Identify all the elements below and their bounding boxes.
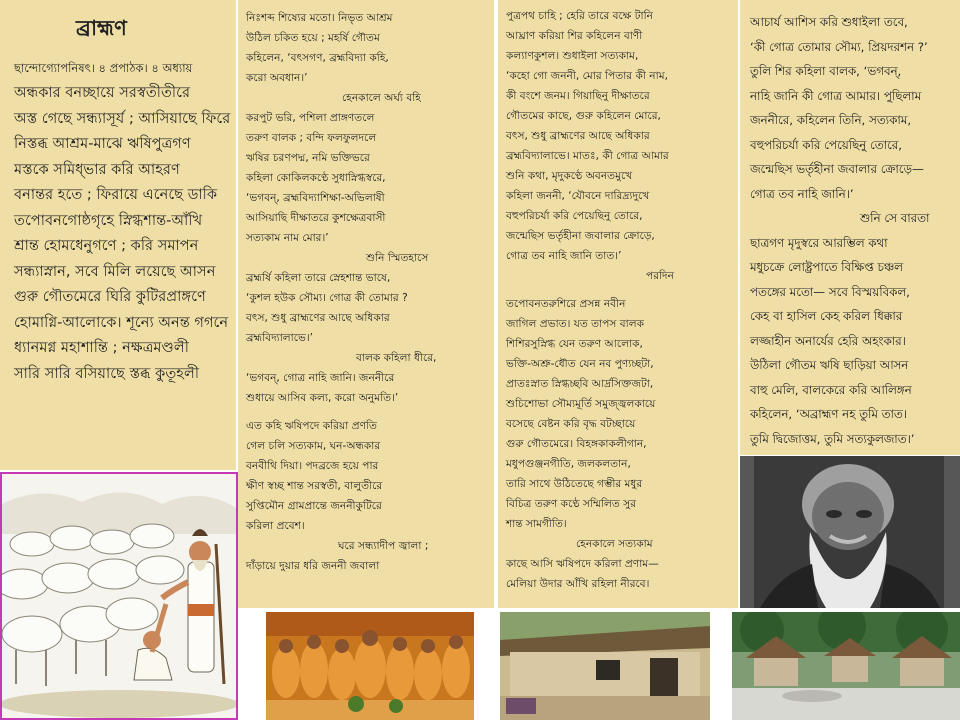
poem-line: এত কহি ঋষিপদে করিয়া প্রণতি [246, 420, 378, 432]
poem-line: হেনকালে অর্ঘ্য বহি [342, 92, 421, 104]
poem-line: ‘কহো গো জননী, মোর পিতার কী নাম, [506, 70, 668, 82]
poem-line: হেনকালে সত্যকাম [576, 538, 653, 550]
poem-line: তপোবনগোষ্ঠগৃহে স্নিগ্ধশান্ত-আঁখি [14, 211, 203, 229]
poem-line: করো অবধান।’ [246, 72, 308, 84]
mud-hut-photo [500, 612, 710, 720]
poem-line: জননীরে, কহিলেন তিনি, সত্যকাম, [750, 113, 912, 127]
sage-and-boy-illustration [0, 472, 238, 720]
poem-line: তুলি শির কহিলা বালক, ‘ভগবন্‌, [750, 64, 902, 78]
poem-line: শুচিশোভা সৌম্যমূর্তি সমুজ্জ্বলকায়ে [506, 398, 656, 410]
poem-line: বনবীথি দিয়া। পদব্রজে হয়ে পার [246, 460, 379, 472]
poem-line: মেলিয়া উদার আঁখি রহিলা নীরবে। [506, 578, 650, 590]
poem-line: পরদিন [646, 270, 674, 282]
poem-line: মধুচক্রে লোষ্ট্রপাতে বিক্ষিপ্ত চঞ্চল [750, 260, 903, 274]
poem-line: ব্রহ্মবিদ্যালাভে। মাতঃ, কী গোত্র আমার [506, 150, 669, 162]
poem-line: বহুপরিচর্যা করি পেয়েছিনু তোরে, [750, 137, 903, 152]
poem-line: ‘ভগবন্‌, ব্রহ্মবিদ্যাশিক্ষা-অভিলাষী [246, 192, 385, 204]
poem-line: ব্রহ্মর্ষি কহিলা তারে স্নেহশান্ত ভাষে, [246, 272, 391, 284]
poem-line: কহিলেন, ‘অব্রাহ্মণ নহ তুমি তাত। [750, 407, 908, 421]
poem-line: অস্ত গেছে সন্ধ্যাসূর্য ; আসিয়াছে ফিরে [14, 109, 231, 127]
poem-line: নাহি জানি কী গোত্র আমার। পুছিলাম [750, 88, 922, 103]
saffron-students-photo [266, 612, 474, 720]
poem-line: পুত্রপথ চাহি ; হেরি তারে বক্ষে টানি [506, 10, 653, 22]
poem-line: তপোবনতরুশিরে প্রসন্ন নবীন [506, 298, 626, 310]
poem-line: শুনি কথা, মৃদুকণ্ঠে অবনতমুখে [506, 170, 633, 182]
poem-line: নিস্তব্ধ আশ্রম-মাঝে ঋষিপুত্রগণ [14, 135, 191, 152]
poem-line: নিঃশব্দ শিষ্যের মতো। নিভৃত আশ্রম [246, 12, 393, 24]
poem-column-3 [498, 0, 738, 608]
poem-line: গেল চলি সত্যকাম, ঘন-অন্ধকার [246, 440, 381, 452]
poem-line: গুরু গৌতমেরে ঘিরি কুটিরপ্রাঙ্গণে [14, 288, 206, 305]
poem-line: গুরু গৌতমেরে। বিহঙ্গকাকলীগান, [506, 438, 647, 450]
poem-line: বৎস, শুধু ব্রাহ্মণের আছে অধিকার [246, 312, 390, 324]
poem-line: আসিয়াছি দীক্ষাতরে কুশক্ষেত্রবাসী [246, 212, 386, 224]
poem-line: উঠিলা গৌতম ঋষি ছাড়িয়া আসন [750, 358, 909, 372]
poem-line: ছাত্রগণ মৃদুস্বরে আরম্ভিল কথা [750, 235, 888, 250]
poem-line: কাছে আসি ঋষিপদে করিলা প্রণাম— [506, 558, 659, 570]
poem-line: শান্ত সামগীতি। [506, 518, 567, 530]
poem-line: গোত্র তব নাহি জানি।’ [750, 186, 854, 201]
poem-line: তারি সাথে উঠিতেছে গম্ভীর মধুর [506, 478, 643, 490]
poem-line: সুপ্তিমৌন গ্রামপ্রান্তে জননীকুটিরে [246, 500, 382, 512]
poem-source-subtitle: ছান্দোগ্যোপনিষৎ। ৪ প্রপাঠক। ৪ অধ্যায় [14, 61, 193, 75]
poem-line: বহুপরিচর্যা করি পেয়েছিনু তোরে, [506, 210, 643, 222]
poem-line: বৎস, শুধু ব্রাহ্মণের আছে অধিকার [506, 130, 650, 142]
poem-line: ঋষির চরণপদ্ম, নমি ভক্তিভরে [246, 152, 370, 164]
poem-line: ‘কুশল হউক সৌম্য। গোত্র কী তোমার ? [246, 292, 408, 304]
poem-line: পতঙ্গের মতো— সবে বিস্ময়বিকল, [750, 284, 910, 299]
poem-line: বনান্তর হতে ; ফিরায়ে এনেছে ডাকি [14, 186, 218, 203]
poem-line: ক্ষীণ স্বচ্ছ শান্ত সরস্বতী, বালুতীরে [246, 480, 383, 492]
poem-line: জন্মেছিস ভর্তৃহীনা জবালার ক্রোড়ে— [750, 162, 924, 176]
poem-line: জাগিল প্রভাত। যত তাপস বালক [506, 318, 645, 330]
poem-line: ‘কী গোত্র তোমার সৌম্য, প্রিয়দরশন ?’ [750, 39, 928, 54]
poem-line: ধ্যানমগ্ন মহাশান্তি ; নক্ষত্রমণ্ডলী [14, 339, 189, 356]
poem-line: মধুপগুঞ্জনগীতি, জলকলতান, [506, 458, 631, 470]
poem-line: উঠিল চকিত হয়ে ; মহর্ষি গৌতম [246, 32, 380, 44]
poem-line: কেহ বা হাসিল কেহ করিল ধিক্কার [750, 309, 903, 323]
poem-column-4 [740, 0, 960, 455]
poem-line: বসেছে বেষ্টন করি বৃদ্ধ বটচ্ছায়ে [506, 418, 636, 430]
poem-line: সন্ধ্যাস্নান, সবে মিলি লয়েছে আসন [14, 262, 216, 280]
poem-line: হোমাগ্নি-আলোকে। শূন্যে অনন্ত গগনে [14, 313, 229, 331]
poem-line: বাহু মেলি, বালকেরে করি আলিঙ্গন [750, 382, 912, 397]
poem-line: তুমি দ্বিজোত্তম, তুমি সত্যকুলজাত।’ [750, 431, 915, 446]
poet-portrait-photo [740, 456, 960, 608]
poem-line: দাঁড়ায়ে দুয়ার ধরি জননী জবালা [246, 560, 380, 572]
poem-line: অন্ধকার বনচ্ছায়ে সরস্বতীতীরে [14, 84, 190, 101]
poem-line: শুধায়ে আসিব কল্য, করো অনুমতি।’ [246, 392, 399, 404]
poem-line: শুনি স্মিতহাসে [366, 252, 429, 264]
village-huts-photo [732, 612, 960, 720]
poem-line: গৌতমের কাছে, গুরু কহিলেন মোরে, [506, 110, 661, 122]
poem-line: বিচিত্র তরুণ কণ্ঠে সম্মিলিত সুর [506, 498, 637, 510]
poem-line: সত্যকাম নাম মোর।’ [246, 232, 329, 244]
poem-line: বালক কহিলা ধীরে, [356, 352, 437, 364]
poem-line: তরুণ বালক ; বন্দি ফলফুলদলে [246, 132, 377, 144]
poem-line: ঘরে সন্ধ্যাদীপ জ্বালা ; [338, 540, 429, 552]
poem-line: শ্রান্ত হোমধেনুগণে ; করি সমাপন [14, 237, 199, 254]
poem-line: প্রাতঃস্নাত স্নিগ্ধচ্ছবি আর্দ্রসিক্তজটা, [506, 378, 654, 390]
poem-line: কী বংশে জনম। গিয়াছিনু দীক্ষাতরে [506, 90, 650, 102]
poem-line: শিশিরসুস্নিগ্ধ যেন তরুণ আলোক, [506, 338, 643, 350]
poem-line: কহিলেন, ‘বৎসগণ, ব্রহ্মবিদ্যা কহি, [246, 52, 389, 64]
poem-title: ব্রাহ্মণ [76, 16, 127, 40]
poem-line: ভক্তি-অশ্রু-ধৌত যেন নব পুণ্যচ্ছটা, [506, 358, 654, 370]
stanza-gap [246, 408, 490, 416]
poem-line: আঘ্রাণ করিয়া শির কহিলেন বাণী [506, 30, 643, 42]
poem-line: জন্মেছিস ভর্তৃহীনা জবালার ক্রোড়ে, [506, 230, 655, 242]
poem-column-2 [238, 0, 494, 608]
poem-line: কহিলা কোকিলকণ্ঠে সুধাস্নিগ্ধস্বরে, [246, 172, 386, 184]
poem-line: মস্তকে সমিধ্‌ভার করি আহরণ [14, 160, 180, 178]
poem-line: কহিলা জননী, ‘যৌবনে দারিদ্র্যদুখে [506, 190, 650, 202]
poem-line: ‘ভগবন্‌, গোত্র নাহি জানি। জননীরে [246, 372, 395, 384]
poem-line: আচার্য আশিস করি শুধাইলা তবে, [750, 15, 908, 29]
stanza-gap [506, 286, 734, 294]
poem-line: লজ্জাহীন অনার্যের হেরি অহংকার। [750, 333, 906, 348]
poem-line: করিলা প্রবেশ। [246, 520, 305, 532]
poem-line: শুনি সে বারতা [860, 211, 930, 225]
poem-column-1 [0, 0, 236, 470]
poem-line: করপুট ভরি, পশিলা প্রাঙ্গণতলে [246, 112, 375, 124]
poem-line: ব্রহ্মবিদ্যালাভে।’ [246, 332, 314, 344]
poem-line: সারি সারি বসিয়াছে স্তব্ধ কুতূহলী [14, 364, 200, 382]
poem-line: কল্যাণকুশল। শুধাইলা সত্যকাম, [506, 50, 639, 62]
poem-line: গোত্র তব নাহি জানি তাত।’ [506, 250, 622, 262]
